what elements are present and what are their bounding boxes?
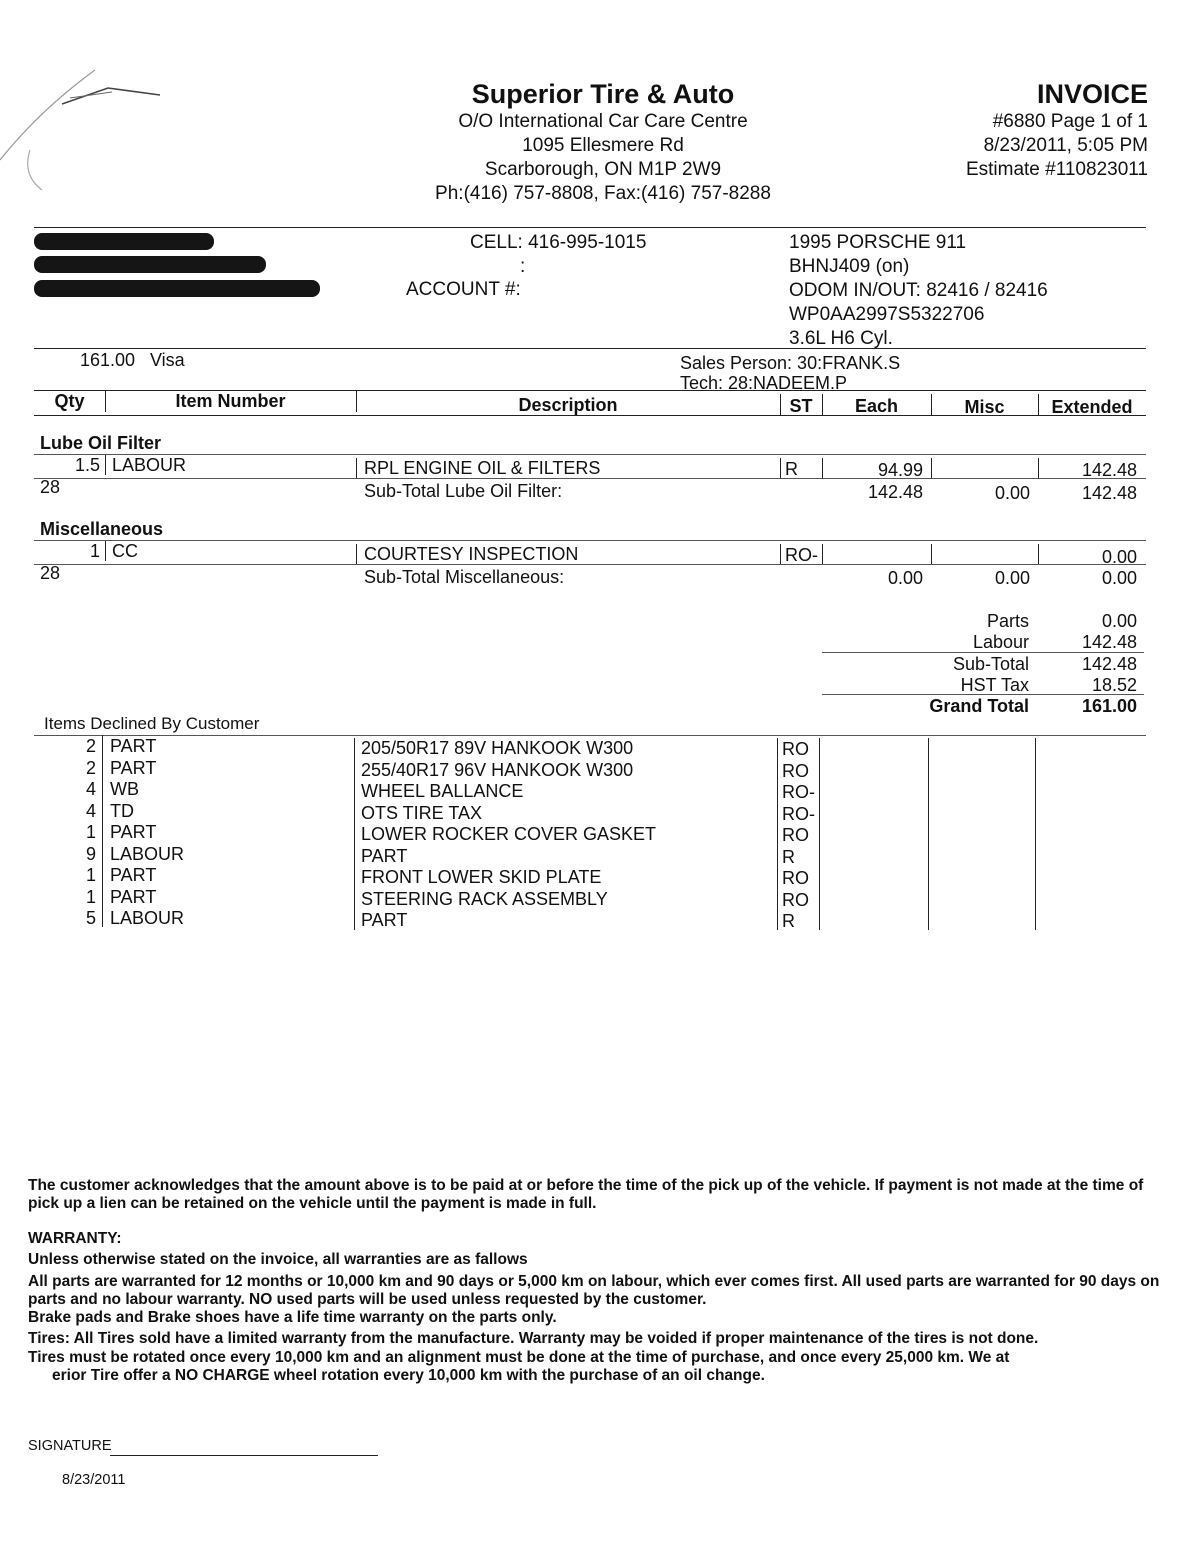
payment-terms: The customer acknowledges that the amount above is to be paid at or before the time of the pick up of the vehicle. If payment is not made at the time of pick up a lien can be retained on the vehicle until the payment is made in full. xyxy=(28,1177,1144,1212)
declined-description: STEERING RACK ASSEMBLY xyxy=(361,889,608,909)
declined-description: 205/50R17 89V HANKOOK W300 xyxy=(361,738,634,758)
redacted-customer-name xyxy=(34,233,214,250)
divider xyxy=(780,544,781,564)
account-number-label: ACCOUNT #: xyxy=(406,279,521,300)
vehicle-model: 1995 PORSCHE 911 xyxy=(789,232,967,253)
divider xyxy=(931,458,932,478)
customer-colon: : xyxy=(520,256,526,277)
divider xyxy=(354,738,355,930)
declined-item-number: PART xyxy=(110,736,157,756)
shop-city: Scarborough, ON M1P 2W9 xyxy=(484,159,722,180)
line-st: R xyxy=(785,459,798,479)
declined-st: RO- xyxy=(782,782,815,802)
divider xyxy=(102,735,103,927)
invoice-header xyxy=(966,78,1148,182)
divider xyxy=(34,454,1146,455)
line-each: 94.99 xyxy=(877,460,923,480)
divider xyxy=(105,541,106,561)
declined-st: RO xyxy=(782,890,809,910)
col-each: Each xyxy=(854,396,899,416)
subtotal-tech: 28 xyxy=(40,563,61,583)
declined-qty: 9 xyxy=(85,844,96,864)
vehicle-engine: 3.6L H6 Cyl. xyxy=(789,328,893,349)
section-title: Miscellaneous xyxy=(40,519,164,539)
declined-description: WHEEL BALLANCE xyxy=(361,781,524,801)
warranty-line-3: Brake pads and Brake shoes have a life time warranty on the parts only. xyxy=(28,1309,557,1326)
subtotal-extended: 0.00 xyxy=(1101,568,1137,588)
divider xyxy=(34,735,1146,736)
declined-st: RO xyxy=(782,761,809,781)
hst-value: 18.52 xyxy=(1091,675,1137,695)
redacted-customer-street xyxy=(34,256,266,273)
declined-item-number: LABOUR xyxy=(110,844,185,864)
pen-scribble-mark xyxy=(0,0,200,200)
declined-description: PART xyxy=(361,910,408,930)
declined-item-number: LABOUR xyxy=(110,908,185,928)
subtotal-label: Sub-Total Miscellaneous: xyxy=(364,567,565,587)
shop-phone: Ph:(416) 757-8808, Fax:(416) 757-8288 xyxy=(435,183,771,204)
divider xyxy=(34,348,1146,349)
divider xyxy=(777,738,778,930)
invoice-datetime: 8/23/2011, 5:05 PM xyxy=(983,135,1148,156)
declined-qty: 4 xyxy=(85,801,96,821)
divider xyxy=(356,544,357,564)
declined-title: Items Declined By Customer xyxy=(44,714,260,733)
warranty-title: WARRANTY: xyxy=(28,1230,122,1247)
divider xyxy=(822,694,1144,695)
line-item-number: LABOUR xyxy=(112,455,187,475)
line-extended: 142.48 xyxy=(1081,460,1137,480)
divider xyxy=(928,738,929,930)
shop-line-1: O/O International Car Care Centre xyxy=(458,111,748,132)
signature-date: 8/23/2011 xyxy=(62,1472,126,1488)
warranty-line-6: erior Tire offer a NO CHARGE wheel rotation every 10,000 km with the purchase of an oil change. xyxy=(52,1367,765,1384)
line-item-number: CC xyxy=(112,541,138,561)
declined-description: OTS TIRE TAX xyxy=(361,803,483,823)
line-description: COURTESY INSPECTION xyxy=(364,544,579,564)
divider xyxy=(1035,738,1036,930)
parts-label: Parts xyxy=(986,611,1029,631)
divider xyxy=(34,564,1146,565)
subtotal-label: Sub-Total xyxy=(952,654,1029,674)
divider xyxy=(34,227,1146,228)
grand-total-label: Grand Total xyxy=(929,696,1029,716)
subtotal-each: 142.48 xyxy=(867,482,923,502)
line-st: RO- xyxy=(785,545,818,565)
line-qty: 1 xyxy=(89,541,100,561)
redacted-customer-city xyxy=(34,280,320,297)
parts-total: 0.00 xyxy=(1101,611,1137,631)
payment-amount: 161.00 xyxy=(80,350,136,370)
declined-item-number: PART xyxy=(110,865,157,885)
declined-description: 255/40R17 96V HANKOOK W300 xyxy=(361,760,634,780)
declined-qty: 5 xyxy=(85,908,96,928)
declined-qty: 2 xyxy=(85,758,96,778)
declined-st: R xyxy=(782,847,795,867)
subtotal-each: 0.00 xyxy=(887,568,923,588)
declined-st: R xyxy=(782,911,795,931)
divider xyxy=(822,652,1144,653)
col-item-number: Item Number xyxy=(175,391,286,411)
hst-label: HST Tax xyxy=(960,675,1029,695)
line-description: RPL ENGINE OIL & FILTERS xyxy=(364,458,601,478)
col-st: ST xyxy=(789,396,813,416)
declined-description: PART xyxy=(361,846,408,866)
section-title: Lube Oil Filter xyxy=(40,433,162,453)
warranty-line-4: Tires: All Tires sold have a limited warranty from the manufacture. Warranty may be voided if proper maintenance of the tires is not done. xyxy=(28,1330,1039,1347)
declined-st: RO xyxy=(782,868,809,888)
warranty-line-1: Unless otherwise stated on the invoice, all warranties are as fallows xyxy=(28,1251,528,1268)
shop-address: 1095 Ellesmere Rd xyxy=(522,135,684,156)
declined-description: FRONT LOWER SKID PLATE xyxy=(361,867,602,887)
declined-qty: 4 xyxy=(85,779,96,799)
invoice-number: #6880 Page 1 of 1 xyxy=(992,111,1148,132)
col-misc: Misc xyxy=(964,397,1005,417)
subtotal-tech: 28 xyxy=(40,477,61,497)
divider xyxy=(105,455,106,475)
divider xyxy=(356,458,357,478)
subtotal-label: Sub-Total Lube Oil Filter: xyxy=(364,481,563,501)
estimate-number: Estimate #110823011 xyxy=(965,159,1148,180)
declined-qty: 1 xyxy=(85,887,96,907)
divider xyxy=(822,544,823,564)
declined-item-number: TD xyxy=(110,801,134,821)
subtotal-misc: 0.00 xyxy=(994,483,1030,503)
divider xyxy=(34,540,1146,541)
declined-item-number: PART xyxy=(110,822,157,842)
declined-st: RO xyxy=(782,825,809,845)
declined-description: LOWER ROCKER COVER GASKET xyxy=(361,824,657,844)
shop-header xyxy=(400,78,806,206)
labour-total: 142.48 xyxy=(1081,632,1137,652)
col-extended: Extended xyxy=(1051,397,1133,417)
vehicle-odometer: ODOM IN/OUT: 82416 / 82416 xyxy=(789,280,1048,301)
declined-qty: 1 xyxy=(85,822,96,842)
sales-person: Sales Person: 30:FRANK.S xyxy=(680,353,901,373)
col-qty: Qty xyxy=(54,391,85,411)
subtotal-extended: 142.48 xyxy=(1081,483,1137,503)
vehicle-plate: BHNJ409 (on) xyxy=(789,256,910,277)
labour-label: Labour xyxy=(972,632,1029,652)
customer-cell: CELL: 416-995-1015 xyxy=(470,232,647,253)
declined-item-number: WB xyxy=(110,779,139,799)
signature-line xyxy=(110,1455,378,1456)
warranty-line-2: All parts are warranted for 12 months or 10,000 km and 90 days or 5,000 km on labour, which ever comes first. All used parts are warranted for 90 days on parts and no labour warranty. NO used parts will be used unless requested by the customer. xyxy=(28,1273,1160,1308)
divider xyxy=(34,478,1146,479)
payment-method: Visa xyxy=(150,350,185,370)
col-description: Description xyxy=(518,395,618,415)
subtotal-value: 142.48 xyxy=(1081,654,1137,674)
line-extended: 0.00 xyxy=(1101,547,1137,567)
shop-name: Superior Tire & Auto xyxy=(471,79,735,109)
declined-qty: 2 xyxy=(85,736,96,756)
line-qty: 1.5 xyxy=(74,455,100,475)
grand-total-value: 161.00 xyxy=(1081,696,1137,716)
invoice-title: INVOICE xyxy=(1036,79,1148,109)
vehicle-vin: WP0AA2997S5322706 xyxy=(789,304,985,325)
subtotal-misc: 0.00 xyxy=(994,568,1030,588)
declined-item-number: PART xyxy=(110,758,157,778)
declined-qty: 1 xyxy=(85,865,96,885)
declined-st: RO xyxy=(782,739,809,759)
declined-st: RO- xyxy=(782,804,815,824)
divider xyxy=(780,458,781,478)
warranty-line-5: Tires must be rotated once every 10,000 km and an alignment must be done at the time of purchase, and once every 25,000 km. We at xyxy=(28,1349,1010,1366)
signature-label: SIGNATURE xyxy=(28,1438,112,1454)
divider xyxy=(931,544,932,564)
declined-item-number: PART xyxy=(110,887,157,907)
divider xyxy=(819,738,820,930)
technician: Tech: 28:NADEEM.P xyxy=(680,373,848,393)
